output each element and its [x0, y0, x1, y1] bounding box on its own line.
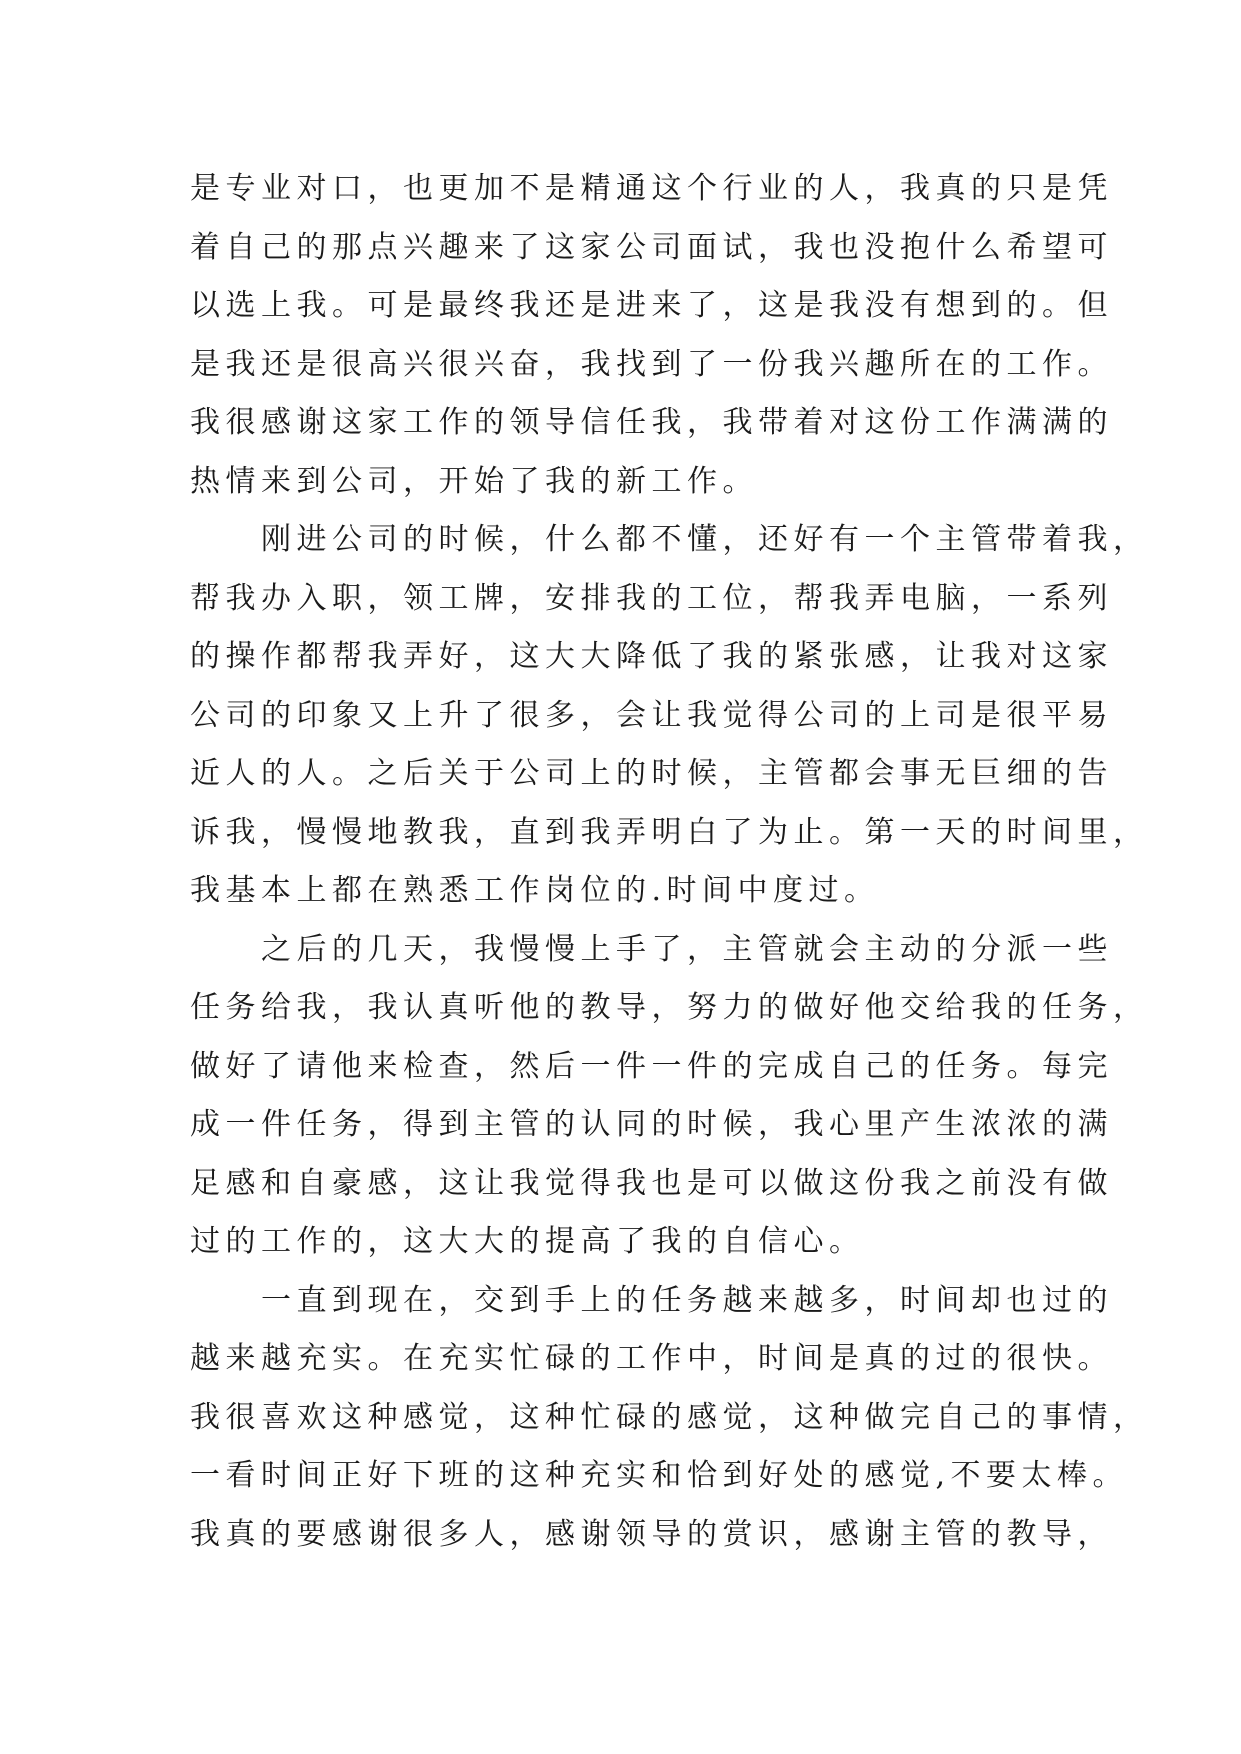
text-line: 我很喜欢这种感觉，这种忙碌的感觉，这种做完自己的事情， — [190, 1399, 1149, 1435]
text-line: 足感和自豪感，这让我觉得我也是可以做这份我之前没有做 — [190, 1165, 1113, 1201]
text-line: 一直到现在，交到手上的任务越来越多，时间却也过的 — [190, 1282, 1113, 1318]
text-line: 我真的要感谢很多人，感谢领导的赏识，感谢主管的教导， — [190, 1516, 1113, 1552]
text-line: 帮我办入职，领工牌，安排我的工位，帮我弄电脑，一系列 — [190, 580, 1113, 616]
text-line: 之后的几天，我慢慢上手了，主管就会主动的分派一些 — [190, 931, 1113, 967]
text-line: 是我还是很高兴很兴奋，我找到了一份我兴趣所在的工作。 — [190, 346, 1113, 382]
text-line: 成一件任务，得到主管的认同的时候，我心里产生浓浓的满 — [190, 1107, 1113, 1142]
text-line: 公司的印象又上升了很多，会让我觉得公司的上司是很平易 — [190, 697, 1113, 733]
text-line: 我很感谢这家工作的领导信任我，我带着对这份工作满满的 — [190, 405, 1113, 440]
document-body — [190, 160, 1149, 1564]
text-line: 做好了请他来检查，然后一件一件的完成自己的任务。每完 — [190, 1048, 1113, 1084]
text-line: 的操作都帮我弄好，这大大降低了我的紧张感，让我对这家 — [190, 639, 1113, 674]
text-line: 是专业对口，也更加不是精通这个行业的人，我真的只是凭 — [190, 171, 1113, 206]
text-line: 近人的人。之后关于公司上的时候，主管都会事无巨细的告 — [190, 756, 1113, 791]
text-line: 过的工作的，这大大的提高了我的自信心。 — [190, 1224, 865, 1259]
text-line: 热情来到公司，开始了我的新工作。 — [190, 463, 758, 499]
text-line: 任务给我，我认真听他的教导，努力的做好他交给我的任务， — [190, 990, 1149, 1025]
text-line: 诉我，慢慢地教我，直到我弄明白了为止。第一天的时间里， — [190, 814, 1149, 850]
text-line: 以选上我。可是最终我还是进来了，这是我没有想到的。但 — [190, 288, 1113, 323]
text-line: 着自己的那点兴趣来了这家公司面试，我也没抱什么希望可 — [190, 229, 1113, 265]
text-line: 一看时间正好下班的这种充实和恰到好处的感觉,不要太棒。 — [190, 1458, 1129, 1493]
text-line: 刚进公司的时候，什么都不懂，还好有一个主管带着我， — [190, 522, 1149, 557]
text-line: 我基本上都在熟悉工作岗位的.时间中度过。 — [190, 873, 880, 908]
text-line: 越来越充实。在充实忙碌的工作中，时间是真的过的很快。 — [190, 1341, 1113, 1376]
